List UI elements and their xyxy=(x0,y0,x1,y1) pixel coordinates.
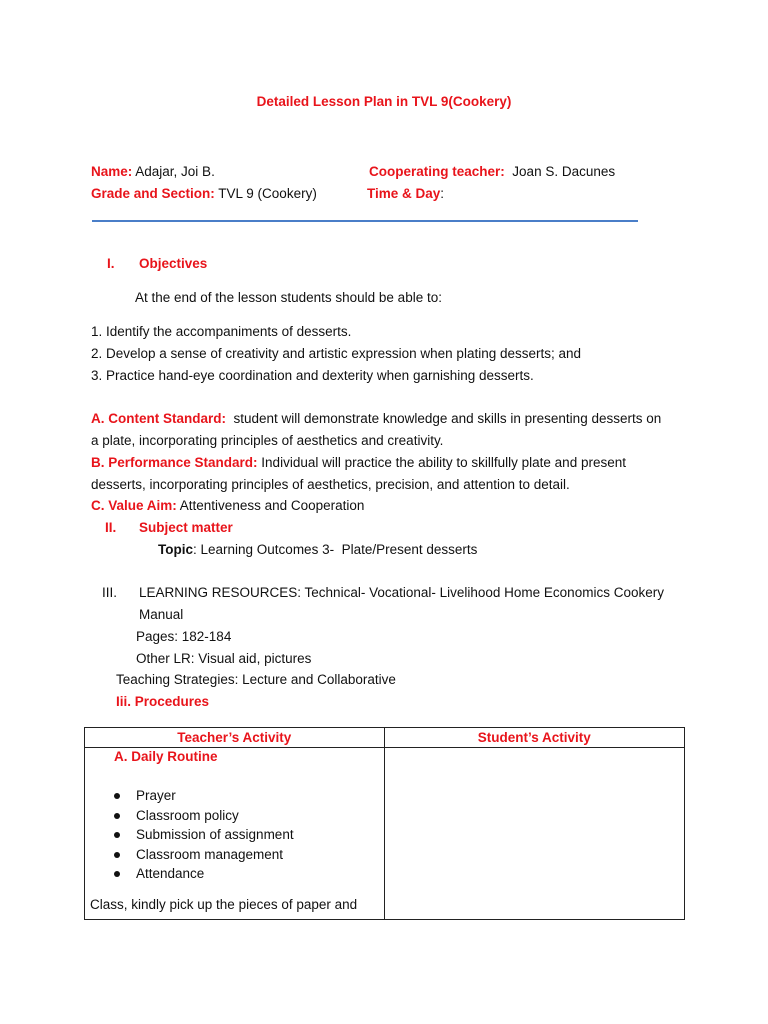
cooperating-teacher-line xyxy=(369,164,615,179)
performance-standard-label: B. Performance Standard: xyxy=(91,455,258,470)
cooperating-teacher-value: Joan S. Dacunes xyxy=(512,164,616,179)
teacher-activity-cell xyxy=(85,748,385,920)
objectives-numeral: I. xyxy=(107,256,115,271)
topic-label: Topic xyxy=(158,542,193,557)
objectives-heading: Objectives xyxy=(139,256,208,271)
procedures-heading: Iii. Procedures xyxy=(116,694,210,709)
horizontal-divider xyxy=(92,220,638,222)
resources-numeral: III. xyxy=(102,585,118,600)
student-activity-cell xyxy=(384,748,685,920)
list-item: Classroom management xyxy=(85,845,294,865)
subject-matter-numeral: II. xyxy=(105,520,117,535)
objective-item-2: 2. Develop a sense of creativity and artistic expression when plating desserts; and xyxy=(91,346,582,361)
list-item: Classroom policy xyxy=(85,806,294,826)
table-header-row xyxy=(85,728,685,748)
resources-line-2: Manual xyxy=(139,607,184,622)
content-standard-continued: a plate, incorporating principles of aesthetics and creativity. xyxy=(91,433,444,448)
name-label: Name: xyxy=(91,164,133,179)
list-item: Attendance xyxy=(85,864,294,884)
daily-routine-list xyxy=(85,786,294,884)
closing-instruction: Class, kindly pick up the pieces of paper and xyxy=(90,897,358,912)
performance-standard-text: Individual will practice the ability to skillfully plate and present xyxy=(257,455,626,470)
time-day-line xyxy=(367,186,444,201)
resources-pages: Pages: 182-184 xyxy=(136,629,232,644)
student-activity-header: Student’s Activity xyxy=(384,728,685,748)
content-standard-label: A. Content Standard: xyxy=(91,411,226,426)
grade-section-label: Grade and Section: xyxy=(91,186,215,201)
procedures-table xyxy=(84,727,685,920)
cooperating-teacher-label: Cooperating teacher: xyxy=(369,164,505,179)
teacher-activity-header: Teacher’s Activity xyxy=(85,728,385,748)
topic-line xyxy=(158,542,477,557)
performance-standard xyxy=(91,455,626,470)
grade-section-line xyxy=(91,186,317,201)
document-title: Detailed Lesson Plan in TVL 9(Cookery) xyxy=(256,94,512,109)
time-day-label: Time & Day xyxy=(367,186,441,201)
time-day-value: : xyxy=(440,186,445,201)
name-value: Adajar, Joi B. xyxy=(132,164,215,179)
objective-item-1: 1. Identify the accompaniments of desserts. xyxy=(91,324,352,339)
subject-matter-heading: Subject matter xyxy=(139,520,233,535)
value-aim-text: Attentiveness and Cooperation xyxy=(176,498,365,513)
daily-routine-heading: A. Daily Routine xyxy=(114,749,218,764)
resources-other: Other LR: Visual aid, pictures xyxy=(136,651,312,666)
topic-text: : Learning Outcomes 3- Plate/Present desserts xyxy=(193,542,478,557)
value-aim xyxy=(91,498,364,513)
content-standard-text: student will demonstrate knowledge and skills in presenting desserts on xyxy=(226,411,662,426)
grade-section-value: TVL 9 (Cookery) xyxy=(214,186,317,201)
value-aim-label: C. Value Aim: xyxy=(91,498,177,513)
table-row xyxy=(85,748,685,920)
content-standard xyxy=(91,411,661,426)
performance-standard-continued: desserts, incorporating principles of aesthetics, precision, and attention to detail. xyxy=(91,477,570,492)
list-item: Submission of assignment xyxy=(85,825,294,845)
objective-item-3: 3. Practice hand-eye coordination and dexterity when garnishing desserts. xyxy=(91,368,534,383)
objectives-intro: At the end of the lesson students should be able to: xyxy=(135,290,442,305)
list-item: Prayer xyxy=(85,786,294,806)
teaching-strategies: Teaching Strategies: Lecture and Collaborative xyxy=(116,672,396,687)
resources-line-1: LEARNING RESOURCES: Technical- Vocational- Livelihood Home Economics Cookery xyxy=(139,585,664,600)
name-line xyxy=(91,164,215,179)
